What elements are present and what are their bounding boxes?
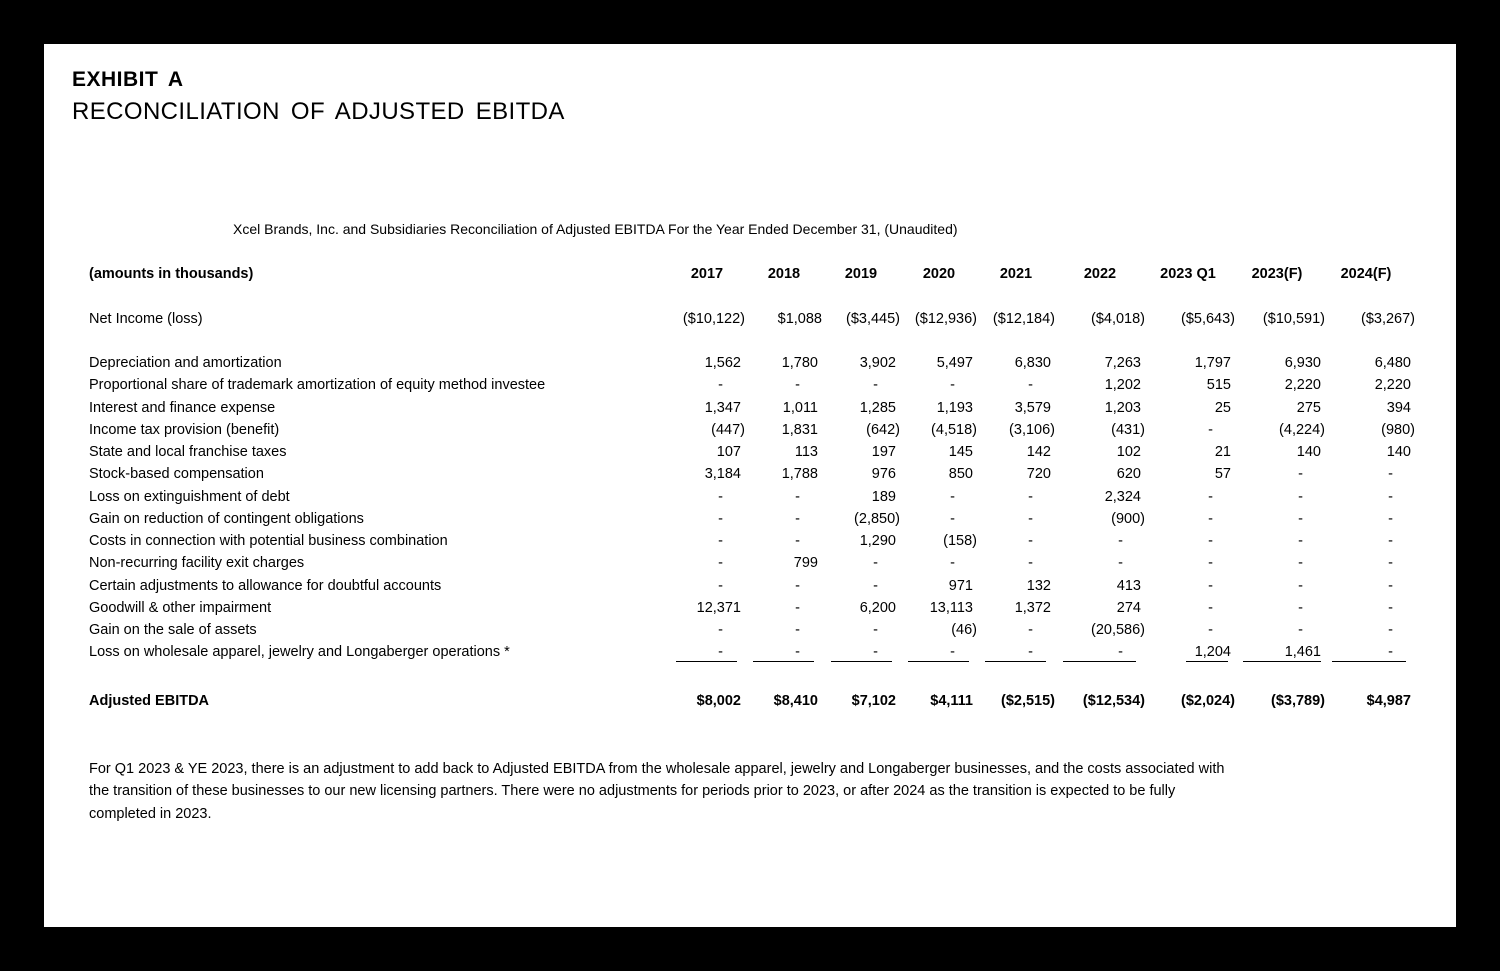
adjustment-value: 1,372	[1014, 599, 1051, 616]
adjustment-value: 799	[793, 555, 818, 572]
total-underline	[753, 661, 814, 662]
adjustment-value: (4,518)	[931, 421, 977, 438]
adjustment-value: -	[795, 644, 800, 661]
adjustment-value: 1,011	[782, 399, 818, 416]
column-header: 2021	[999, 266, 1033, 282]
adjustment-value: -	[1028, 533, 1033, 549]
net-income-value: ($10,122)	[682, 311, 745, 327]
adjustment-value: -	[1118, 644, 1123, 661]
column-header: 2017	[690, 266, 724, 282]
exhibit-page	[44, 44, 1456, 927]
footnote: For Q1 2023 & YE 2023, there is an adjustment to add back to Adjusted EBITDA from the wholesale apparel, jewelry and Longaberger businesses, and the costs associated with the transition of these businesses to our new licensing partners. There were no adjustments for periods prior to 2023, or after 2024 as the transition is expected to be fully completed in 2023.	[89, 761, 1225, 822]
adjustment-value: 107	[716, 444, 741, 460]
adjusted-ebitda-label: Adjusted EBITDA	[89, 693, 210, 709]
adjustment-value: -	[950, 377, 955, 394]
adjusted-ebitda-value: $8,002	[696, 693, 741, 709]
adjustment-label: Goodwill & other impairment	[89, 599, 272, 616]
adjustment-value: 140	[1386, 444, 1411, 460]
column-header: 2023(F)	[1251, 266, 1303, 282]
adjustment-value: 1,285	[859, 399, 896, 416]
adjustment-label: Gain on reduction of contingent obligations	[89, 510, 364, 527]
total-underline	[831, 661, 892, 662]
adjustment-value: 57	[1214, 466, 1231, 483]
adjustment-value: 1,193	[936, 399, 973, 416]
adjustment-value: 1,202	[1104, 377, 1141, 394]
adjustment-value: 1,203	[1104, 399, 1141, 416]
adjustment-value: -	[950, 488, 955, 505]
adjustment-value: -	[950, 510, 955, 527]
adjustment-value: 3,184	[704, 466, 741, 483]
adjustment-value: (447)	[711, 421, 745, 438]
adjustment-value: -	[1208, 599, 1213, 616]
adjustment-value: -	[1208, 577, 1213, 594]
adjusted-ebitda-value: $4,111	[930, 693, 973, 709]
adjustment-value: (431)	[1111, 421, 1145, 438]
adjustment-value: 140	[1296, 444, 1321, 460]
adjustment-value: -	[795, 533, 800, 549]
column-header: 2019	[844, 266, 878, 282]
net-income-value: ($4,018)	[1090, 311, 1145, 327]
column-header: 2023 Q1	[1160, 266, 1216, 282]
adjustment-label: Gain on the sale of assets	[89, 622, 257, 638]
total-underline	[1186, 661, 1228, 662]
adjustment-label: Depreciation and amortization	[89, 355, 282, 371]
adjustment-value: -	[1388, 533, 1393, 549]
adjusted-ebitda-value: ($2,024)	[1180, 693, 1235, 709]
adjustment-value: -	[873, 555, 878, 572]
adjustment-value: -	[873, 622, 878, 638]
adjustment-value: -	[1298, 577, 1303, 594]
adjustment-value: 1,797	[1194, 355, 1231, 371]
adjustment-value: (20,586)	[1090, 622, 1145, 638]
column-header: 2022	[1083, 266, 1117, 282]
adjustment-value: -	[1388, 555, 1393, 572]
adjustment-label: Certain adjustments to allowance for doubtful accounts	[89, 577, 442, 594]
adjustment-value: -	[1388, 577, 1393, 594]
adjustment-value: 2,220	[1284, 377, 1321, 394]
adjustment-value: 413	[1116, 577, 1141, 594]
net-income-label: Net Income (loss)	[89, 311, 203, 327]
adjustment-value: 2,220	[1374, 377, 1411, 394]
total-underline	[676, 661, 737, 662]
adjustment-value: -	[1298, 622, 1303, 638]
adjustment-label: Stock-based compensation	[89, 466, 264, 483]
adjustment-value: -	[1028, 510, 1033, 527]
adjustment-value: -	[718, 488, 723, 505]
adjustment-value: (980)	[1381, 421, 1415, 438]
adjustment-value: 720	[1026, 466, 1051, 483]
adjustment-value: 6,830	[1014, 355, 1051, 371]
total-underline	[985, 661, 1046, 662]
adjustment-value: 7,263	[1104, 355, 1141, 371]
adjustment-value: 145	[948, 444, 973, 460]
adjustment-value: 13,113	[929, 599, 973, 616]
adjustment-value: 189	[871, 488, 896, 505]
column-header: 2020	[922, 266, 956, 282]
adjustment-value: 515	[1206, 377, 1231, 394]
adjustment-value: 132	[1026, 577, 1051, 594]
adjusted-ebitda-value: ($12,534)	[1082, 693, 1145, 709]
adjustment-value: 1,204	[1194, 644, 1231, 661]
units-label: (amounts in thousands)	[89, 266, 254, 282]
adjustment-label: Loss on extinguishment of debt	[89, 488, 290, 505]
adjustment-value: 102	[1116, 444, 1141, 460]
adjustment-value: -	[795, 577, 800, 594]
net-income-value: $1,088	[777, 311, 822, 327]
adjustment-value: -	[718, 555, 723, 572]
table-caption: Xcel Brands, Inc. and Subsidiaries Reconciliation of Adjusted EBITDA For the Year Ended December 31, (Unaudited)	[233, 221, 958, 237]
adjustment-value: 12,371	[696, 599, 741, 616]
adjustment-value: 1,290	[859, 533, 896, 549]
adjustment-value: -	[1208, 488, 1213, 505]
total-underline	[908, 661, 969, 662]
adjustment-value: 274	[1116, 599, 1141, 616]
adjustment-value: (4,224)	[1279, 421, 1325, 438]
adjustment-label: Income tax provision (benefit)	[89, 421, 280, 438]
adjustment-value: -	[1028, 488, 1033, 505]
adjustment-value: 850	[948, 466, 973, 483]
exhibit-title: RECONCILIATION OF ADJUSTED EBITDA	[72, 98, 565, 125]
adjustment-value: 1,347	[704, 399, 741, 416]
adjustment-label: Interest and finance expense	[89, 399, 276, 416]
adjustment-value: -	[1388, 510, 1393, 527]
adjustment-value: 976	[871, 466, 896, 483]
adjustment-label: Loss on wholesale apparel, jewelry and Longaberger operations *	[89, 644, 510, 661]
adjustment-value: -	[1298, 533, 1303, 549]
adjusted-ebitda-value: $7,102	[851, 693, 896, 709]
adjustment-value: -	[873, 377, 878, 394]
adjustment-value: 3,579	[1014, 399, 1051, 416]
adjustment-value: (900)	[1111, 510, 1145, 527]
adjustment-value: -	[718, 622, 723, 638]
adjustment-label: Costs in connection with potential business combination	[89, 533, 448, 549]
adjustment-value: -	[1118, 555, 1123, 572]
adjustment-value: -	[795, 599, 800, 616]
adjusted-ebitda-value: ($2,515)	[1000, 693, 1055, 709]
adjustment-value: 113	[794, 444, 818, 460]
adjustment-value: 620	[1116, 466, 1141, 483]
adjustment-value: -	[795, 510, 800, 527]
adjustment-value: -	[1388, 622, 1393, 638]
adjustment-value: -	[950, 555, 955, 572]
adjustment-value: (3,106)	[1009, 421, 1055, 438]
adjustment-value: -	[718, 377, 723, 394]
adjustment-value: (642)	[866, 421, 900, 438]
adjustment-value: 3,902	[859, 355, 896, 371]
adjustment-value: 1,788	[781, 466, 818, 483]
exhibit-label: EXHIBIT A	[72, 68, 184, 91]
net-income-value: ($3,267)	[1360, 311, 1415, 327]
adjustment-value: -	[1028, 622, 1033, 638]
adjustment-value: 21	[1214, 444, 1231, 460]
adjustment-value: -	[795, 622, 800, 638]
adjustment-value: 6,480	[1374, 355, 1411, 371]
adjustment-value: (2,850)	[854, 510, 900, 527]
adjustment-value: -	[1388, 599, 1393, 616]
adjustment-value: 6,930	[1284, 355, 1321, 371]
total-underline	[1063, 661, 1136, 662]
adjustment-value: 275	[1296, 399, 1321, 416]
adjustment-value: -	[1208, 555, 1213, 572]
adjustment-value: -	[873, 644, 878, 661]
adjustment-value: 25	[1214, 399, 1231, 416]
adjusted-ebitda-value: $8,410	[773, 693, 818, 709]
adjustment-value: -	[1208, 622, 1213, 638]
adjustment-label: Non-recurring facility exit charges	[89, 555, 305, 572]
adjusted-ebitda-value: $4,987	[1366, 693, 1411, 709]
adjustment-value: -	[1388, 644, 1393, 661]
adjustment-value: -	[873, 577, 878, 594]
column-header: 2024(F)	[1340, 266, 1392, 282]
net-income-value: ($5,643)	[1180, 311, 1235, 327]
adjustment-value: -	[1298, 599, 1303, 616]
adjustment-value: 6,200	[859, 599, 896, 616]
adjustment-value: -	[1388, 488, 1393, 505]
adjustment-value: -	[795, 377, 800, 394]
adjustment-value: -	[1208, 533, 1213, 549]
adjustment-value: -	[1208, 510, 1213, 527]
adjustment-value: 394	[1386, 399, 1411, 416]
adjustment-value: -	[1298, 555, 1303, 572]
adjustment-value: -	[718, 533, 723, 549]
adjustment-value: 142	[1026, 444, 1051, 460]
adjustment-value: (46)	[951, 622, 977, 638]
net-income-value: ($10,591)	[1262, 311, 1325, 327]
adjustment-value: -	[1298, 488, 1303, 505]
adjustment-value: -	[718, 577, 723, 594]
adjustment-value: 197	[871, 444, 896, 460]
adjustment-value: 971	[948, 577, 973, 594]
adjustment-value: -	[718, 510, 723, 527]
adjustment-value: -	[1118, 533, 1123, 549]
adjustment-value: 1,562	[704, 355, 741, 371]
adjustment-value: -	[718, 644, 723, 661]
adjustment-label: Proportional share of trademark amortization of equity method investee	[89, 377, 546, 394]
adjustment-label: State and local franchise taxes	[89, 444, 287, 460]
total-underline	[1243, 661, 1321, 662]
adjustment-value: 2,324	[1104, 488, 1141, 505]
adjustment-value: -	[1298, 466, 1303, 483]
adjustment-value: 1,780	[781, 355, 818, 371]
adjustment-value: -	[795, 488, 800, 505]
adjustment-value: -	[1388, 466, 1393, 483]
adjustment-value: -	[1028, 555, 1033, 572]
adjusted-ebitda-value: ($3,789)	[1270, 693, 1325, 709]
net-income-value: ($3,445)	[845, 311, 900, 327]
adjustment-value: -	[1028, 644, 1033, 661]
adjustment-value: 1,461	[1284, 644, 1321, 661]
adjustment-value: -	[950, 644, 955, 661]
adjustment-value: -	[1028, 377, 1033, 394]
net-income-value: ($12,184)	[992, 311, 1055, 327]
total-underline	[1332, 661, 1406, 662]
column-header: 2018	[767, 266, 801, 282]
adjustment-value: -	[1298, 510, 1303, 527]
net-income-value: ($12,936)	[914, 311, 977, 327]
adjustment-value: -	[1208, 421, 1213, 438]
adjustment-value: 1,831	[781, 421, 818, 438]
adjustment-value: (158)	[943, 533, 977, 549]
adjustment-value: 5,497	[936, 355, 973, 371]
